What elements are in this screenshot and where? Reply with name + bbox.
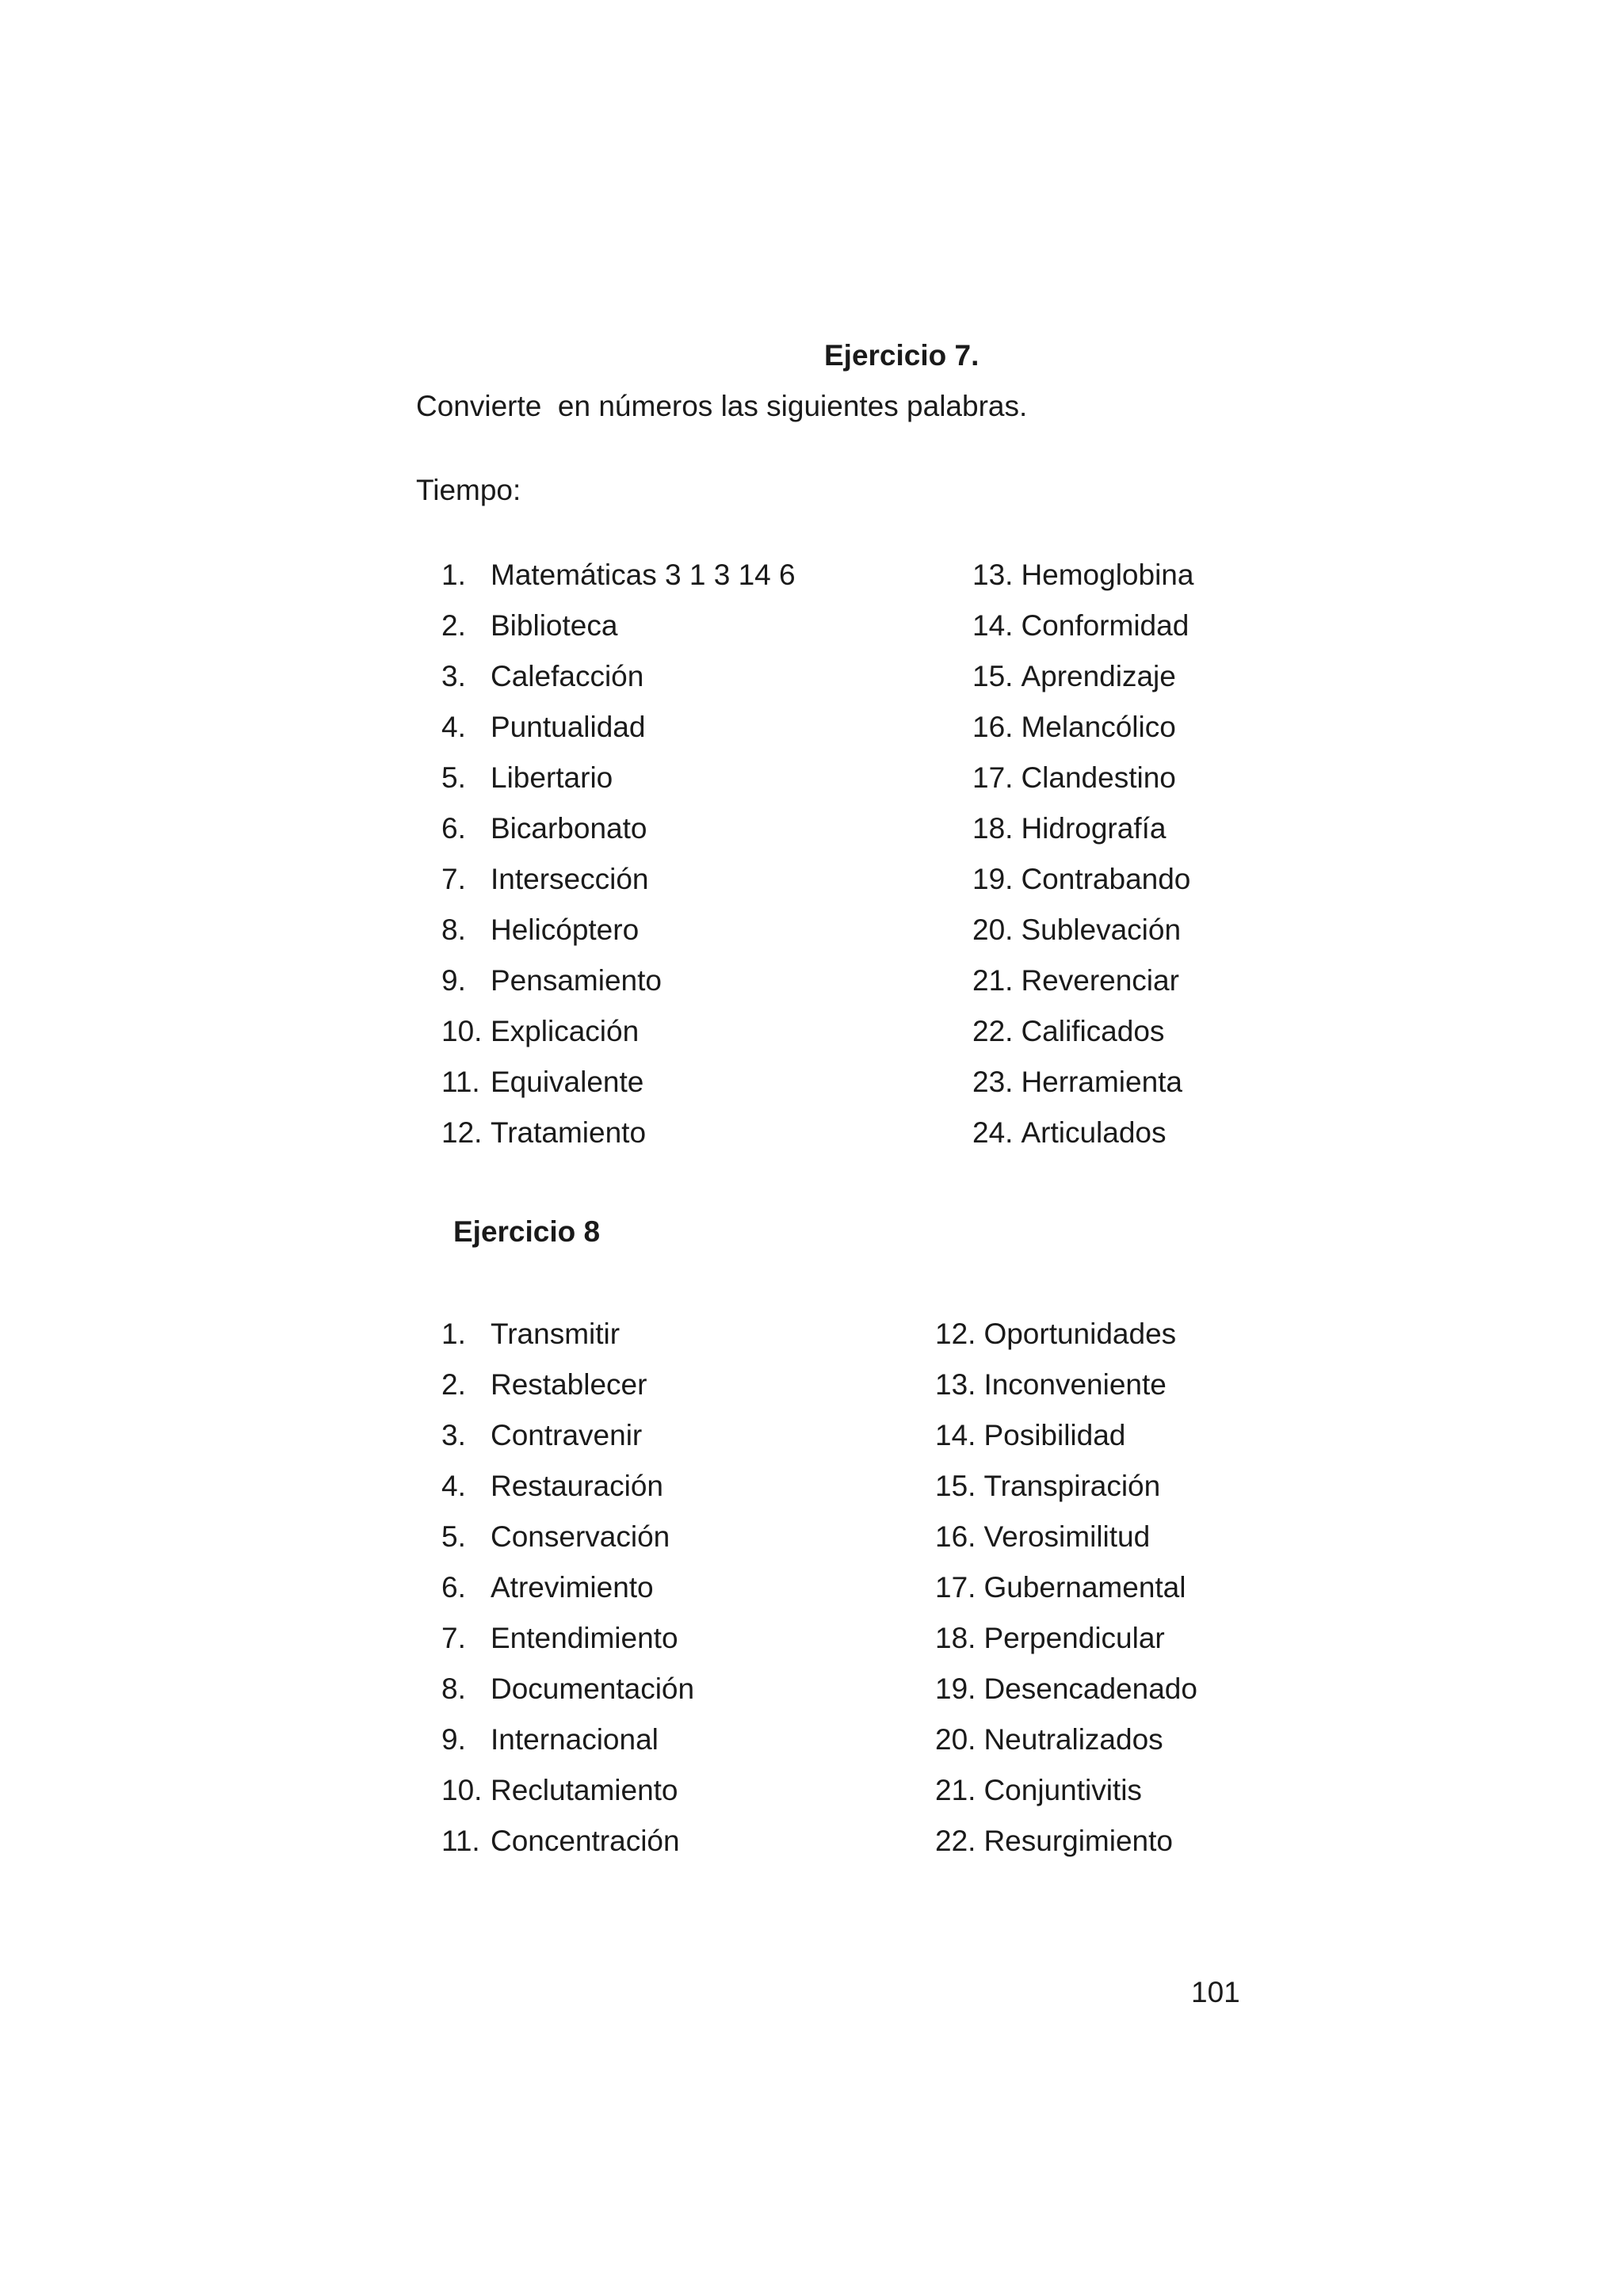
item-number: 11. [441, 1066, 480, 1098]
item-number: 24. [972, 1116, 1014, 1149]
item-number: 17. [972, 761, 1014, 794]
item-number: 21. [935, 1774, 976, 1806]
list-item [972, 910, 1193, 961]
item-number: 11. [441, 1825, 480, 1857]
item-number: 5. [441, 1520, 466, 1553]
list-item [972, 1113, 1193, 1164]
item-word: Posibilidad [983, 1419, 1126, 1451]
item-word: Melancólico [1021, 711, 1176, 743]
list-item [441, 1012, 796, 1062]
list-item [972, 657, 1193, 707]
item-word: Entendimiento [491, 1622, 678, 1654]
time-label: Tiempo: [416, 474, 521, 506]
item-word: Transpiración [983, 1470, 1161, 1502]
item-word: Restauración [491, 1470, 664, 1502]
list-item [935, 1416, 1197, 1466]
exercise-7-title: Ejercicio 7. [824, 339, 980, 372]
item-word: Resurgimiento [983, 1825, 1173, 1857]
item-number: 17. [935, 1571, 976, 1604]
list-item [972, 606, 1193, 657]
list-item [441, 1619, 694, 1669]
list-item [935, 1466, 1197, 1517]
list-item [441, 860, 796, 910]
item-number: 9. [441, 964, 466, 997]
item-number: 2. [441, 1368, 466, 1401]
item-word: Perpendicular [983, 1622, 1165, 1654]
item-word: Restablecer [491, 1368, 647, 1401]
item-number: 4. [441, 711, 466, 743]
item-number: 1. [441, 1318, 466, 1350]
item-number: 13. [935, 1368, 976, 1401]
item-word: Herramienta [1021, 1066, 1183, 1098]
item-word: Desencadenado [983, 1672, 1197, 1705]
list-item [441, 606, 796, 657]
item-number: 6. [441, 812, 466, 845]
item-word: Sublevación [1021, 913, 1182, 946]
item-word: Bicarbonato [491, 812, 647, 845]
item-number: 20. [935, 1723, 976, 1756]
list-item [441, 1416, 694, 1466]
item-word: Contrabando [1021, 863, 1191, 895]
list-item [441, 555, 796, 606]
item-number: 2. [441, 609, 466, 642]
item-number: 20. [972, 913, 1014, 946]
list-item [441, 1821, 694, 1872]
item-number: 12. [441, 1116, 483, 1149]
item-word: Puntualidad [491, 711, 646, 743]
list-item [972, 1062, 1193, 1113]
list-item [935, 1517, 1197, 1568]
exercise-7-left-list [441, 555, 796, 1164]
list-item [441, 1466, 694, 1517]
exercise-8-title: Ejercicio 8 [453, 1215, 601, 1248]
item-number: 10. [441, 1774, 483, 1806]
item-number: 15. [972, 660, 1014, 692]
exercise-8-left-list [441, 1314, 694, 1872]
item-word: Internacional [491, 1723, 659, 1756]
item-word: Reverenciar [1021, 964, 1179, 997]
item-number: 8. [441, 1672, 466, 1705]
item-number: 10. [441, 1015, 483, 1047]
item-word: Transmitir [491, 1318, 621, 1350]
item-word: Clandestino [1021, 761, 1176, 794]
exercise-8-right-list [935, 1314, 1197, 1872]
item-number: 13. [972, 559, 1014, 591]
item-word: Calefacción [491, 660, 644, 692]
list-item [935, 1365, 1197, 1416]
item-number: 15. [935, 1470, 976, 1502]
item-word: Tratamiento [491, 1116, 647, 1149]
item-number: 16. [972, 711, 1014, 743]
item-number: 14. [972, 609, 1014, 642]
list-item [935, 1720, 1197, 1771]
item-word: Oportunidades [983, 1318, 1177, 1350]
list-item [972, 1012, 1193, 1062]
item-word: Biblioteca [491, 609, 618, 642]
exercise-7-instruction: Convierte en números las siguientes palabras. [416, 390, 1028, 422]
item-number: 22. [935, 1825, 976, 1857]
exercise-7-right-list [972, 555, 1193, 1164]
list-item [972, 961, 1193, 1012]
list-item [935, 1568, 1197, 1619]
item-word: Intersección [491, 863, 649, 895]
list-item [441, 1771, 694, 1821]
list-item [441, 1568, 694, 1619]
item-number: 23. [972, 1066, 1014, 1098]
list-item [935, 1771, 1197, 1821]
item-word: Conjuntivitis [983, 1774, 1142, 1806]
item-number: 6. [441, 1571, 466, 1604]
item-word: Contravenir [491, 1419, 643, 1451]
list-item [441, 1314, 694, 1365]
list-item [441, 961, 796, 1012]
list-item [972, 555, 1193, 606]
list-item [972, 860, 1193, 910]
item-word: Explicación [491, 1015, 640, 1047]
list-item [441, 1669, 694, 1720]
list-item [441, 657, 796, 707]
list-item [972, 758, 1193, 809]
item-number: 22. [972, 1015, 1014, 1047]
item-number: 14. [935, 1419, 976, 1451]
item-word: Calificados [1021, 1015, 1165, 1047]
item-number: 3. [441, 660, 466, 692]
item-word: Conformidad [1021, 609, 1190, 642]
item-number: 21. [972, 964, 1014, 997]
list-item [441, 910, 796, 961]
item-word: Pensamiento [491, 964, 662, 997]
item-word: Neutralizados [983, 1723, 1163, 1756]
list-item [441, 1062, 796, 1113]
item-word: Articulados [1021, 1116, 1167, 1149]
item-number: 18. [972, 812, 1014, 845]
item-number: 12. [935, 1318, 976, 1350]
list-item [935, 1619, 1197, 1669]
list-item [441, 1113, 796, 1164]
item-word: Conservación [491, 1520, 670, 1553]
item-word: Gubernamental [983, 1571, 1186, 1604]
item-word: Hidrografía [1021, 812, 1167, 845]
list-item [441, 809, 796, 860]
item-word: Verosimilitud [983, 1520, 1151, 1553]
item-word: Aprendizaje [1021, 660, 1176, 692]
item-word: Documentación [491, 1672, 695, 1705]
item-word: Matemáticas 3 1 3 14 6 [491, 559, 796, 591]
item-number: 19. [972, 863, 1014, 895]
item-number: 16. [935, 1520, 976, 1553]
list-item [441, 707, 796, 758]
list-item [935, 1669, 1197, 1720]
item-word: Equivalente [491, 1066, 644, 1098]
item-number: 7. [441, 1622, 466, 1654]
item-number: 9. [441, 1723, 466, 1756]
list-item [441, 758, 796, 809]
list-item [441, 1720, 694, 1771]
item-word: Atrevimiento [491, 1571, 654, 1604]
item-number: 7. [441, 863, 466, 895]
list-item [972, 809, 1193, 860]
item-number: 3. [441, 1419, 466, 1451]
item-number: 1. [441, 559, 466, 591]
item-number: 19. [935, 1672, 976, 1705]
item-number: 18. [935, 1622, 976, 1654]
list-item [935, 1821, 1197, 1872]
item-number: 5. [441, 761, 466, 794]
item-word: Concentración [491, 1825, 680, 1857]
item-word: Helicóptero [491, 913, 640, 946]
list-item [441, 1517, 694, 1568]
item-word: Inconveniente [983, 1368, 1167, 1401]
item-word: Reclutamiento [491, 1774, 678, 1806]
item-word: Libertario [491, 761, 613, 794]
list-item [972, 707, 1193, 758]
item-number: 4. [441, 1470, 466, 1502]
list-item [935, 1314, 1197, 1365]
item-word: Hemoglobina [1021, 559, 1194, 591]
list-item [441, 1365, 694, 1416]
item-number: 8. [441, 913, 466, 946]
page-number: 101 [1191, 1976, 1240, 2008]
